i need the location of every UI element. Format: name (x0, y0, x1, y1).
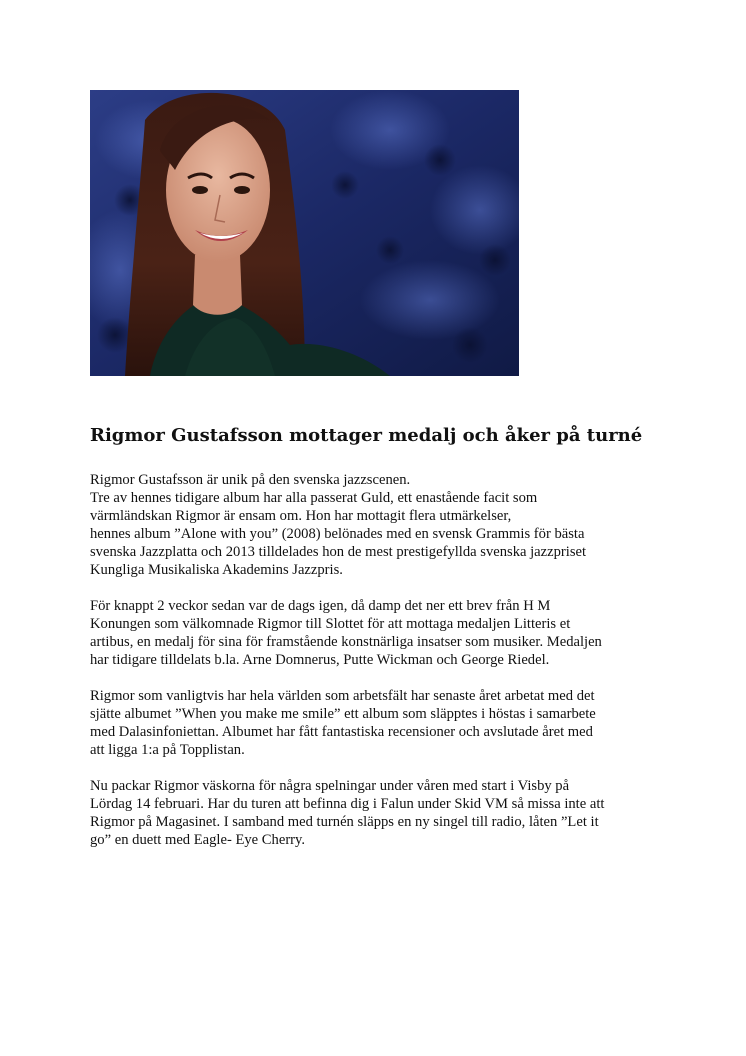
text-line: svenska Jazzplatta och 2013 tilldelades hon de mest prestigefyllda svenska jazzpriset (90, 544, 587, 560)
text-line: Tre av hennes tidigare album har alla passerat Guld, ett enastående facit som (90, 490, 538, 506)
paragraph-tour (90, 777, 690, 849)
text-line: Rigmor på Magasinet. I samband med turnén släpps en ny singel till radio, låten ”Let it (90, 814, 599, 830)
article-headline: Rigmor Gustafsson mottager medalj och åker på turné (90, 425, 643, 446)
paragraph-medal (90, 597, 690, 669)
text-line: För knappt 2 veckor sedan var de dags igen, då damp det ner ett brev från H M (90, 598, 551, 614)
text-line: Rigmor som vanligtvis har hela världen som arbetsfält har senaste året arbetat med det (90, 688, 595, 704)
text-line: att ligga 1:a på Topplistan. (90, 742, 245, 758)
text-line: hennes album ”Alone with you” (2008) belönades med en svensk Grammis för bästa (90, 526, 585, 542)
paragraph-intro (90, 471, 690, 579)
text-line: artibus, en medalj för sina för framstående konstnärliga insatser som musiker. Medaljen (90, 634, 602, 650)
portrait-photo (90, 90, 519, 376)
text-line: värmländskan Rigmor är ensam om. Hon har mottagit flera utmärkelser, (90, 508, 512, 524)
text-line: sjätte albumet ”When you make me smile” ett album som släpptes i höstas i samarbete (90, 706, 596, 722)
text-line: har tidigare tilldelats b.la. Arne Domnerus, Putte Wickman och George Riedel. (90, 652, 550, 668)
paragraph-album (90, 687, 690, 759)
text-line: Rigmor Gustafsson är unik på den svenska jazzscenen. (90, 472, 411, 488)
text-line: Konungen som välkomnade Rigmor till Slottet för att mottaga medaljen Litteris et (90, 616, 571, 632)
text-line: go” en duett med Eagle- Eye Cherry. (90, 832, 306, 848)
text-line: Nu packar Rigmor väskorna för några spelningar under våren med start i Visby på (90, 778, 570, 794)
article-body (90, 471, 690, 867)
text-line: Lördag 14 februari. Har du turen att befinna dig i Falun under Skid VM så missa inte att (90, 796, 605, 812)
text-line: med Dalasinfoniettan. Albumet har fått fantastiska recensioner och avslutade året med (90, 724, 593, 740)
text-line: Kungliga Musikaliska Akademins Jazzpris. (90, 562, 343, 578)
